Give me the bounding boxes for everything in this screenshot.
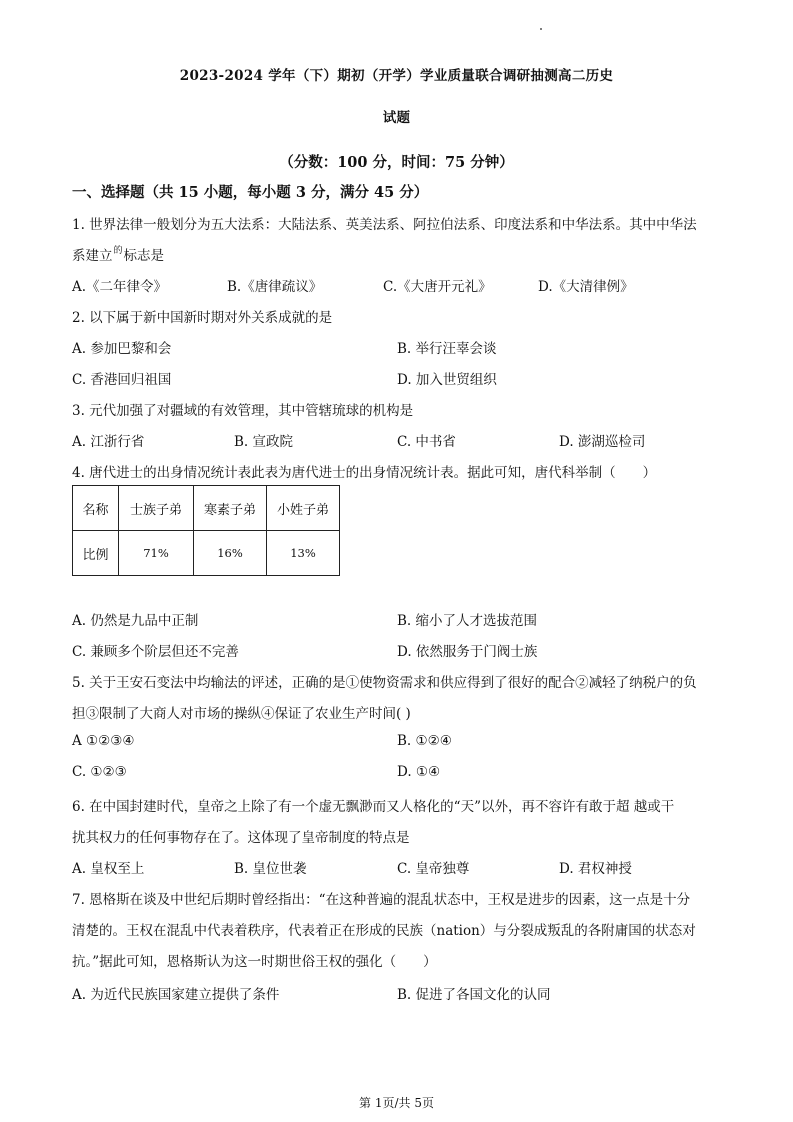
q4-stats-table [72, 485, 340, 576]
exam-title-line2: 试题 [382, 110, 411, 126]
q6-option-b[interactable]: B. 皇位世袭 [234, 861, 307, 877]
exam-title-line1: 2023-2024 学年（下）期初（开学）学业质量联合调研抽测高二历史 [179, 68, 614, 84]
section-heading: 一、选择题（共 15 小题，每小题 3 分，满分 45 分） [72, 184, 429, 201]
q6-option-d[interactable]: D. 君权神授 [559, 861, 632, 877]
q1-stem-line2 [72, 244, 164, 264]
q5-stem-line2: 担③限制了大商人对市场的操纵④保证了农业生产时间( ) [72, 706, 411, 722]
q3-option-a[interactable]: A. 江浙行省 [72, 434, 145, 450]
q5-option-c[interactable]: C. ①②③ [72, 764, 127, 780]
q6-stem-line2: 扰其权力的任何事物存在了。这体现了皇帝制度的特点是 [72, 830, 410, 846]
q4-option-b[interactable]: B. 缩小了人才选拔范围 [397, 613, 538, 629]
q2-option-c[interactable]: C. 香港回归祖国 [72, 372, 172, 388]
table-cell: 13% [267, 531, 340, 576]
page-number: 第 1页/共 5页 [359, 1096, 434, 1110]
q4-option-a[interactable]: A. 仍然是九品中正制 [72, 613, 199, 629]
q1-option-c[interactable]: C.《大唐开元礼》 [383, 279, 492, 295]
exam-subtitle: （分数：100 分，时间：75 分钟） [279, 154, 514, 171]
q4-stem: 4. 唐代进士的出身情况统计表此表为唐代进士的出身情况统计表。据此可知，唐代科举制（ ） [72, 465, 657, 481]
q4-option-c[interactable]: C. 兼顾多个阶层但还不完善 [72, 644, 239, 660]
q7-stem-line1: 7. 恩格斯在谈及中世纪后期时曾经指出：“在这种普遍的混乱状态中，王权是进步的因素，这一点是十分 [72, 892, 691, 908]
q2-option-d[interactable]: D. 加入世贸组织 [397, 372, 497, 388]
table-header-row [73, 486, 340, 531]
q5-option-b[interactable]: B. ①②④ [397, 733, 452, 749]
q1-option-b[interactable]: B.《唐律疏议》 [227, 279, 323, 295]
q3-option-b[interactable]: B. 宣政院 [234, 434, 294, 450]
q6-option-c[interactable]: C. 皇帝独尊 [397, 861, 470, 877]
q1-stem-line1: 1. 世界法律一般划分为五大法系：大陆法系、英美法系、阿拉伯法系、印度法系和中华法系。其中中华法 [72, 217, 697, 233]
q6-stem-line1: 6. 在中国封建时代，皇帝之上除了有一个虚无飘渺而又人格化的“天”以外，再不容许有敢于超 越或干 [72, 799, 675, 815]
q5-option-d[interactable]: D. ①④ [397, 764, 441, 780]
table-header-cell: 士族子弟 [119, 486, 194, 531]
q5-option-a[interactable]: A ①②③④ [72, 733, 135, 749]
table-header-cell: 名称 [73, 486, 119, 531]
q3-option-c[interactable]: C. 中书省 [397, 434, 456, 450]
q4-option-d[interactable]: D. 依然服务于门阀士族 [397, 644, 538, 660]
table-cell: 比例 [73, 531, 119, 576]
q7-option-a[interactable]: A. 为近代民族国家建立提供了条件 [72, 987, 280, 1003]
q6-option-a[interactable]: A. 皇权至上 [72, 861, 145, 877]
table-cell: 16% [194, 531, 267, 576]
q1-option-d[interactable]: D.《大清律例》 [538, 279, 634, 295]
q7-option-b[interactable]: B. 促进了各国文化的认同 [397, 987, 551, 1003]
q1-stem-de: 的 [113, 246, 123, 256]
q3-option-d[interactable]: D. 澎湖巡检司 [559, 434, 646, 450]
table-row [73, 531, 340, 576]
scan-speck [540, 28, 542, 30]
q2-option-b[interactable]: B. 举行汪辜会谈 [397, 341, 497, 357]
table-header-cell: 小姓子弟 [267, 486, 340, 531]
q2-stem: 2. 以下属于新中国新时期对外关系成就的是 [72, 310, 333, 326]
q1-stem-part-a: 系建立 [72, 248, 113, 264]
table-header-cell: 寒素子弟 [194, 486, 267, 531]
q2-option-a[interactable]: A. 参加巴黎和会 [72, 341, 172, 357]
q5-stem-line1: 5. 关于王安石变法中均输法的评述，正确的是①使物资需求和供应得到了很好的配合②减轻了纳税户的负 [72, 675, 697, 691]
q1-option-a[interactable]: A.《二年律令》 [72, 279, 168, 295]
table-cell: 71% [119, 531, 194, 576]
q3-stem: 3. 元代加强了对疆域的有效管理，其中管辖琉球的机构是 [72, 403, 414, 419]
q1-stem-part-b: 标志是 [123, 248, 165, 264]
q7-stem-line3: 抗。”据此可知，恩格斯认为这一时期世俗王权的强化（ ） [72, 954, 437, 970]
q7-stem-line2: 清楚的。王权在混乱中代表着秩序，代表着正在形成的民族（nation）与分裂成叛乱的各附庸国的状态对 [72, 923, 696, 939]
